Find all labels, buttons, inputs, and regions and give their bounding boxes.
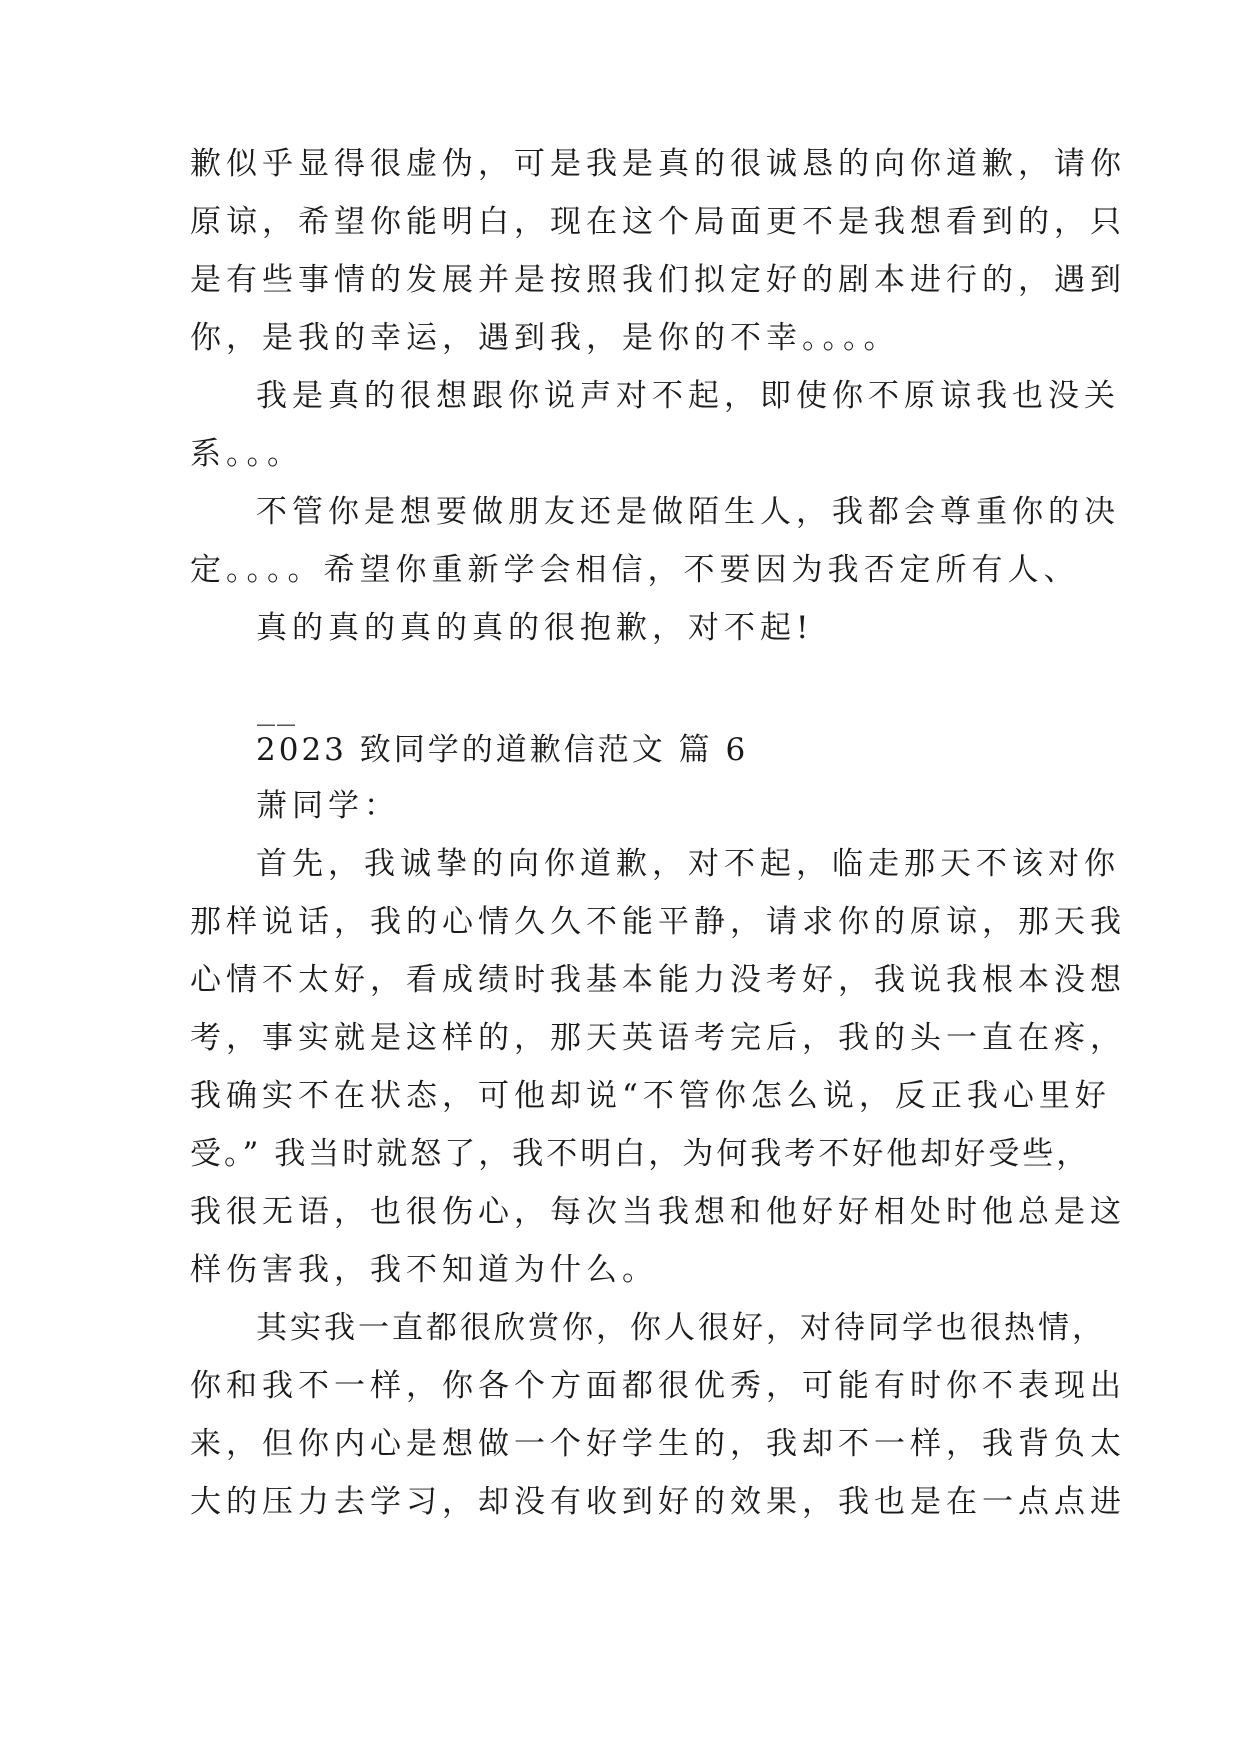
paragraph-line: 其实我一直都很欣赏你，你人很好，对待同学也很热情， — [256, 1310, 1106, 1346]
paragraph-line: 原谅，希望你能明白，现在这个局面更不是我想看到的，只 — [190, 204, 1126, 240]
paragraph-line: 真的真的真的真的很抱歉，对不起! — [256, 610, 814, 646]
paragraph-line: 系。。。 — [190, 436, 303, 472]
paragraph-line: 不管你是想要做朋友还是做陌生人，我都会尊重你的决 — [256, 494, 1120, 530]
paragraph-line: 我确实不在状态，可他却说“不管你怎么说，反正我心里好 — [190, 1078, 1111, 1114]
salutation: 萧同学： — [256, 788, 400, 824]
paragraph-line: 首先，我诚挚的向你道歉，对不起，临走那天不该对你 — [256, 846, 1120, 882]
section-heading: 2023 致同学的道歉信范文 篇 6 — [256, 732, 749, 768]
paragraph-line: 大的压力去学习，却没有收到好的效果，我也是在一点点进 — [190, 1484, 1126, 1520]
paragraph-line: 我是真的很想跟你说声对不起，即使你不原谅我也没关 — [256, 378, 1120, 414]
paragraph-line: 考，事实就是这样的，那天英语考完后，我的头一直在疼， — [190, 1020, 1126, 1056]
paragraph-line: 是有些事情的发展并是按照我们拟定好的剧本进行的，遇到 — [190, 262, 1126, 298]
paragraph-line: 样伤害我，我不知道为什么。 — [190, 1252, 658, 1288]
paragraph-line: 定。。。。希望你重新学会相信，不要因为我否定所有人、 — [190, 552, 1080, 588]
paragraph-line: 我很无语，也很伤心，每次当我想和他好好相处时他总是这 — [190, 1194, 1126, 1230]
paragraph-line: 来，但你内心是想做一个好学生的，我却不一样，我背负太 — [190, 1426, 1126, 1462]
section-separator: —— — [256, 712, 296, 736]
paragraph-line: 你，是我的幸运，遇到我，是你的不幸。。。。 — [190, 320, 900, 356]
paragraph-line: 你和我不一样，你各个方面都很优秀，可能有时你不表现出 — [190, 1368, 1126, 1404]
paragraph-line: 受。” 我当时就怒了，我不明白，为何我考不好他却好受些， — [190, 1136, 1091, 1172]
paragraph-line: 心情不太好，看成绩时我基本能力没考好，我说我根本没想 — [190, 962, 1126, 998]
paragraph-line: 歉似乎显得很虚伪，可是我是真的很诚恳的向你道歉，请你 — [190, 146, 1126, 182]
paragraph-line: 那样说话，我的心情久久不能平静，请求你的原谅，那天我 — [190, 904, 1126, 940]
